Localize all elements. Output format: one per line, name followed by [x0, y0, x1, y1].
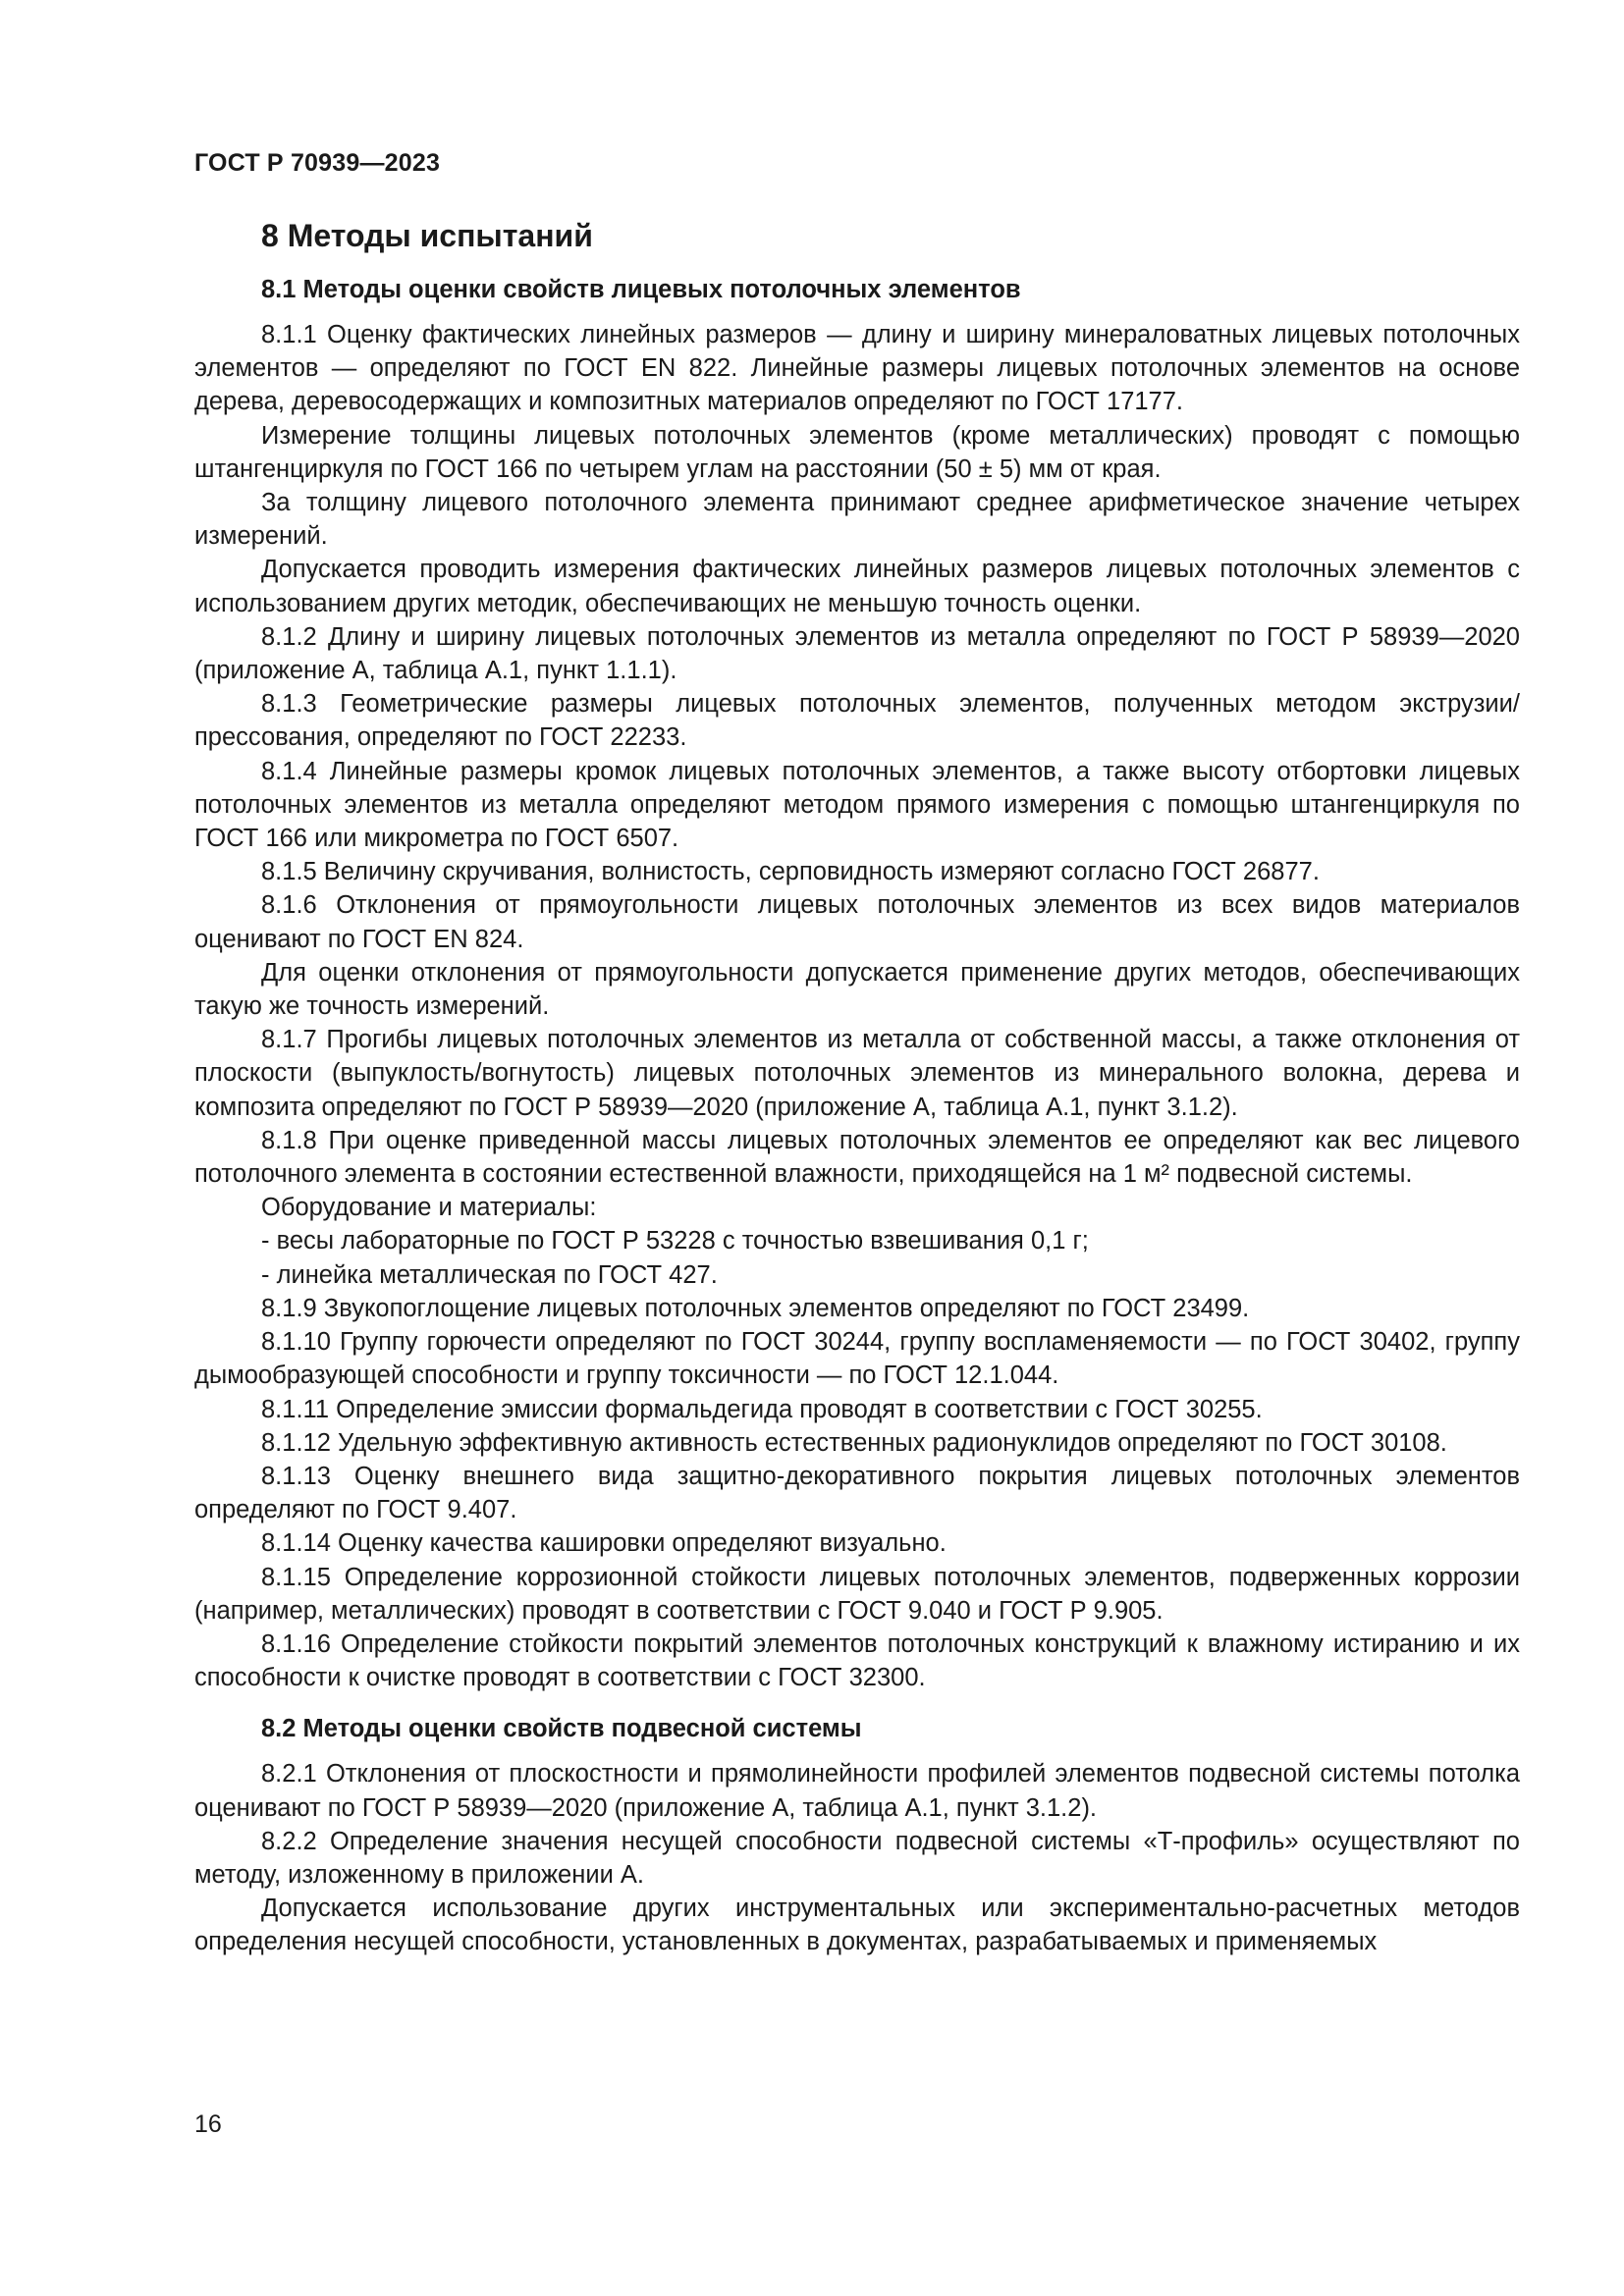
paragraph: 8.1.4 Линейные размеры кромок лицевых потолочных элементов, а также высоту отбортовки лицевых потолочных элементов из металла определяют методом прямого измерения с помощью штангенциркуля по ГОСТ 166 или микрометра по ГОСТ 6507. [194, 757, 1520, 853]
paragraph: 8.2.1 Отклонения от плоскостности и прямолинейности профилей элементов подвесной системы потолка оценивают по ГОСТ Р 58939—2020 (приложение А, таблица А.1, пункт 3.1.2). [194, 1760, 1520, 1822]
paragraph: За толщину лицевого потолочного элемента принимают среднее арифметическое значение четырех измерений. [194, 489, 1520, 551]
paragraph: 8.1.2 Длину и ширину лицевых потолочных элементов из металла определяют по ГОСТ Р 58939—2020 (приложение А, таблица А.1, пункт 1.1.1). [194, 622, 1520, 685]
paragraph: 8.1.15 Определение коррозионной стойкости лицевых потолочных элементов, подверженных коррозии (например, металлических) проводят в соответствии с ГОСТ 9.040 и ГОСТ Р 9.905. [194, 1563, 1520, 1625]
paragraph: 8.1.12 Удельную эффективную активность естественных радионуклидов определяют по ГОСТ 30108. [261, 1428, 1447, 1457]
document-header: ГОСТ Р 70939—2023 [194, 149, 441, 177]
paragraph: 8.1.9 Звукопоглощение лицевых потолочных элементов определяют по ГОСТ 23499. [261, 1294, 1250, 1322]
paragraph: 8.1.10 Группу горючести определяют по ГОСТ 30244, группу воспламеняемости — по ГОСТ 30402, группу дымообразующей способности и группу токсичности — по ГОСТ 12.1.044. [194, 1328, 1520, 1390]
paragraph: 8.1.13 Оценку внешнего вида защитно-декоративного покрытия лицевых потолочных элементов определяют по ГОСТ 9.407. [194, 1462, 1520, 1524]
paragraph: 8.1.3 Геометрические размеры лицевых потолочных элементов, полученных методом экструзии/прессования, определяют по ГОСТ 22233. [194, 690, 1520, 752]
list-item: - весы лабораторные по ГОСТ Р 53228 с точностью взвешивания 0,1 г; [261, 1227, 1089, 1255]
equipment-list [194, 1224, 1520, 1291]
paragraph: 8.1.7 Прогибы лицевых потолочных элементов из металла от собственной массы, а также отклонения от плоскости (выпуклость/вогнутость) лицевых потолочных элементов из минерального волокна, дерева и композита определяют по ГОСТ Р 58939—2020 (приложение А, таблица А.1, пункт 3.1.2). [194, 1026, 1520, 1121]
paragraph: Для оценки отклонения от прямоугольности допускается применение других методов, обеспечивающих такую же точность измерений. [194, 958, 1520, 1021]
list-item: - линейка металлическая по ГОСТ 427. [261, 1260, 718, 1289]
paragraph: 8.1.5 Величину скручивания, волнистость, серповидность измеряют согласно ГОСТ 26877. [261, 858, 1320, 886]
paragraph: 8.1.1 Оценку фактических линейных размеров — длину и ширину минераловатных лицевых потолочных элементов — определяют по ГОСТ EN 822. Линейные размеры лицевых потолочных элементов на основе дерева, деревосодержащих и композитных материалов определяют по ГОСТ 17177. [194, 321, 1520, 416]
paragraph: Измерение толщины лицевых потолочных элементов (кроме металлических) проводят с помощью штангенциркуля по ГОСТ 166 по четырем углам на расстоянии (50 ± 5) мм от края. [194, 421, 1520, 483]
paragraph: Допускается использование других инструментальных или экспериментально-расчетных методов определения несущей способности, установленных в документах, разрабатываемых и применяемых [194, 1895, 1520, 1956]
paragraph: Допускается проводить измерения фактических линейных размеров лицевых потолочных элементов с использованием других методик, обеспечивающих не меньшую точность оценки. [194, 556, 1520, 617]
paragraph: 8.1.11 Определение эмиссии формальдегида проводят в соответствии с ГОСТ 30255. [261, 1395, 1263, 1423]
subsection-title-8-2: 8.2 Методы оценки свойств подвесной системы [261, 1715, 862, 1743]
paragraph: 8.1.16 Определение стойкости покрытий элементов потолочных конструкций к влажному истиранию и их способности к очистке проводят в соответствии с ГОСТ 32300. [194, 1629, 1520, 1692]
paragraph: Оборудование и материалы: [261, 1194, 597, 1222]
paragraph: 8.2.2 Определение значения несущей способности подвесной системы «Т-профиль» осуществляют по методу, изложенному в приложении А. [194, 1827, 1520, 1889]
paragraph: 8.1.14 Оценку качества кашировки определяют визуально. [261, 1529, 947, 1558]
section-title: 8 Методы испытаний [261, 218, 593, 253]
page-content [194, 216, 1520, 1959]
page-number: 16 [194, 2110, 222, 2138]
subsection-title-8-1: 8.1 Методы оценки свойств лицевых потолочных элементов [261, 276, 1021, 303]
paragraph: 8.1.8 При оценке приведенной массы лицевых потолочных элементов ее определяют как вес лицевого потолочного элемента в состоянии естественной влажности, приходящейся на 1 м² подвесной системы. [194, 1126, 1520, 1189]
paragraph: 8.1.6 Отклонения от прямоугольности лицевых потолочных элементов из всех видов материалов оценивают по ГОСТ EN 824. [194, 891, 1520, 953]
